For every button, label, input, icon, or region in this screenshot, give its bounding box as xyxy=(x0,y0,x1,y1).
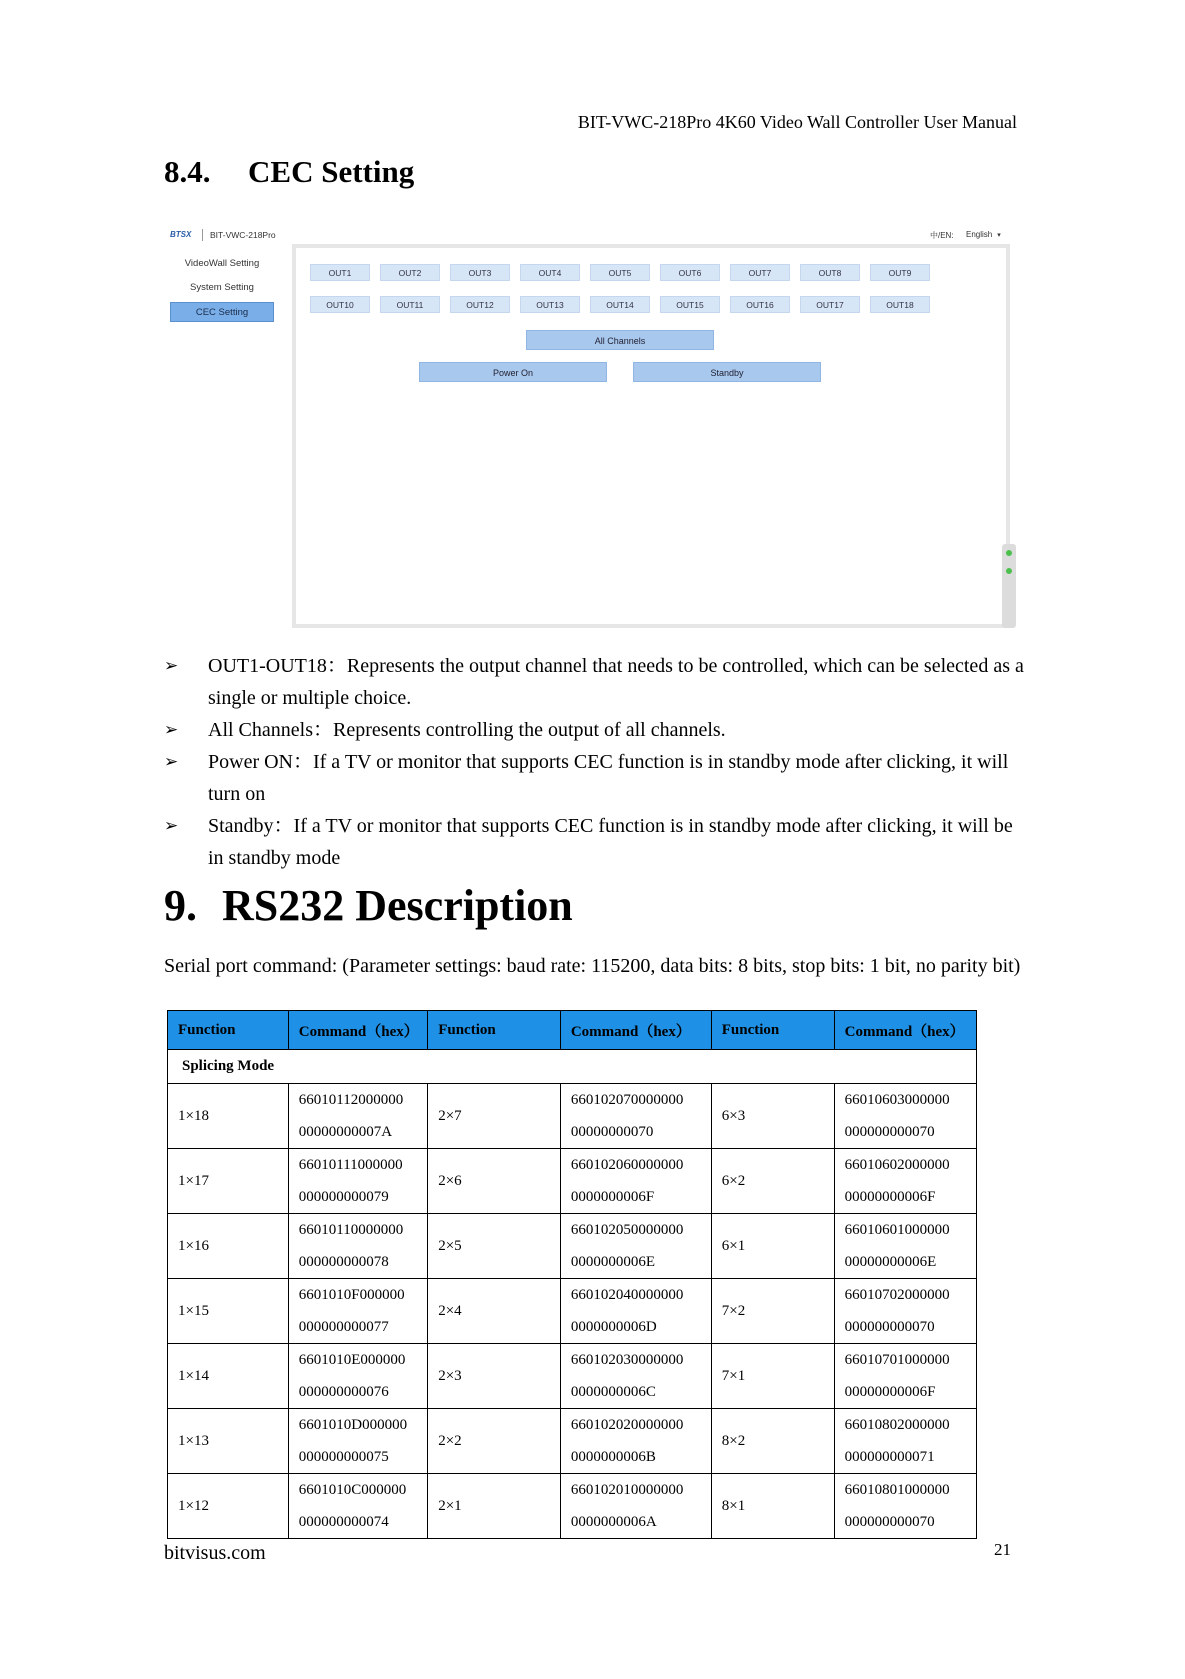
output-button[interactable]: OUT6 xyxy=(660,264,720,281)
column-header: Function xyxy=(168,1011,289,1050)
footer-website: bitvisus.com xyxy=(164,1542,266,1564)
cec-panel xyxy=(292,244,1010,628)
command-cell xyxy=(834,1344,976,1409)
command-line: 66010602000000 xyxy=(844,1157,950,1173)
command-line: 000000000074 xyxy=(298,1514,389,1530)
app-title: BIT-VWC-218Pro xyxy=(210,230,276,240)
column-header: Function xyxy=(711,1011,834,1050)
output-button[interactable]: OUT9 xyxy=(870,264,930,281)
output-button[interactable]: OUT1 xyxy=(310,264,370,281)
section-label: Splicing Mode xyxy=(168,1050,977,1084)
function-cell: 1×16 xyxy=(168,1214,289,1279)
command-line: 6601010D000000 xyxy=(298,1417,408,1433)
table-row xyxy=(168,1149,977,1214)
command-cell xyxy=(288,1344,427,1409)
function-cell: 1×13 xyxy=(168,1409,289,1474)
command-cell xyxy=(834,1279,976,1344)
function-cell: 1×12 xyxy=(168,1474,289,1539)
table-row xyxy=(168,1474,977,1539)
power-on-button[interactable]: Power On xyxy=(419,362,607,382)
function-cell: 2×4 xyxy=(428,1279,561,1344)
command-line: 660102070000000 xyxy=(570,1092,684,1108)
bullet-item xyxy=(164,746,1024,810)
cec-setting-screenshot xyxy=(166,226,1018,630)
serial-params-paragraph: Serial port command: (Parameter settings: baud rate: 115200, data bits: 8 bits, stop bits: 1 bit, no parity bit) xyxy=(164,955,1021,977)
command-line: 0000000006F xyxy=(570,1189,655,1205)
function-cell: 1×15 xyxy=(168,1279,289,1344)
command-cell xyxy=(288,1149,427,1214)
column-header: Command（hex） xyxy=(834,1011,976,1050)
command-cell xyxy=(288,1474,427,1539)
command-line: 000000000079 xyxy=(298,1189,389,1205)
command-line: 000000000078 xyxy=(298,1254,389,1270)
chapter-heading xyxy=(164,880,573,931)
command-line: 0000000006D xyxy=(570,1319,657,1335)
status-dot-icon xyxy=(1006,550,1012,556)
command-line: 660102030000000 xyxy=(570,1352,684,1368)
command-line: 660102010000000 xyxy=(570,1482,684,1498)
function-cell: 2×2 xyxy=(428,1409,561,1474)
command-line: 6601010F000000 xyxy=(298,1287,405,1303)
output-button[interactable]: OUT14 xyxy=(590,296,650,313)
command-line: 66010112000000 xyxy=(298,1092,404,1108)
standby-button[interactable]: Standby xyxy=(633,362,821,382)
sidebar-item-cec-setting[interactable]: CEC Setting xyxy=(170,302,274,322)
status-dot-icon xyxy=(1006,568,1012,574)
function-cell: 8×2 xyxy=(711,1409,834,1474)
command-line: 66010601000000 xyxy=(844,1222,950,1238)
sidebar-item-system-setting[interactable]: System Setting xyxy=(190,282,254,293)
command-cell xyxy=(834,1214,976,1279)
section-title-text: CEC Setting xyxy=(248,154,415,189)
brand-divider xyxy=(202,229,203,241)
command-cell xyxy=(834,1084,976,1149)
bullet-text: Standby：If a TV or monitor that supports CEC function is in standby mode after clicking, it will be in standby mode xyxy=(208,815,1013,869)
function-cell: 2×1 xyxy=(428,1474,561,1539)
command-line: 660102040000000 xyxy=(570,1287,684,1303)
command-line: 0000000006C xyxy=(570,1384,656,1400)
command-line: 000000000070 xyxy=(844,1124,935,1140)
command-line: 66010802000000 xyxy=(844,1417,950,1433)
output-button[interactable]: OUT11 xyxy=(380,296,440,313)
command-line: 0000000006B xyxy=(570,1449,656,1465)
bullet-text: All Channels：Represents controlling the output of all channels. xyxy=(208,719,726,741)
chapter-title-text: RS232 Description xyxy=(222,881,573,930)
chapter-number: 9. xyxy=(164,881,197,930)
command-line: 660102050000000 xyxy=(570,1222,684,1238)
function-cell: 1×14 xyxy=(168,1344,289,1409)
arrow-bullet-icon: ➢ xyxy=(164,752,179,771)
page-number: 21 xyxy=(994,1540,1011,1559)
output-button[interactable]: OUT5 xyxy=(590,264,650,281)
chevron-down-icon: ▾ xyxy=(997,232,1001,239)
column-header: Command（hex） xyxy=(560,1011,711,1050)
language-value: English xyxy=(966,230,993,239)
command-line: 000000000070 xyxy=(844,1514,935,1530)
command-cell xyxy=(560,1279,711,1344)
command-line: 000000000076 xyxy=(298,1384,389,1400)
command-line: 66010110000000 xyxy=(298,1222,404,1238)
language-label: 中/EN: xyxy=(930,231,954,240)
language-select[interactable] xyxy=(966,230,1001,239)
table-row xyxy=(168,1279,977,1344)
all-channels-button[interactable]: All Channels xyxy=(526,330,714,350)
command-cell xyxy=(560,1409,711,1474)
column-header: Function xyxy=(428,1011,561,1050)
bullet-text: Power ON：If a TV or monitor that supports CEC function is in standby mode after clicking, it will turn on xyxy=(208,751,1009,805)
command-cell xyxy=(288,1084,427,1149)
table-header-row xyxy=(168,1011,977,1050)
section-number: 8.4. xyxy=(164,154,211,189)
command-line: 66010702000000 xyxy=(844,1287,950,1303)
table-row xyxy=(168,1409,977,1474)
output-button[interactable]: OUT10 xyxy=(310,296,370,313)
bullet-list xyxy=(164,650,1024,874)
output-button[interactable]: OUT16 xyxy=(730,296,790,313)
command-line: 66010701000000 xyxy=(844,1352,950,1368)
function-cell: 1×17 xyxy=(168,1149,289,1214)
command-cell xyxy=(834,1149,976,1214)
arrow-bullet-icon: ➢ xyxy=(164,656,179,675)
command-line: 660102020000000 xyxy=(570,1417,684,1433)
running-header: BIT-VWC-218Pro 4K60 Video Wall Controller User Manual xyxy=(577,112,1017,132)
command-line: 00000000006F xyxy=(844,1189,936,1205)
function-cell: 2×5 xyxy=(428,1214,561,1279)
command-cell xyxy=(560,1084,711,1149)
column-header: Command（hex） xyxy=(288,1011,427,1050)
function-cell: 2×3 xyxy=(428,1344,561,1409)
command-cell xyxy=(834,1409,976,1474)
output-button[interactable]: OUT8 xyxy=(800,264,860,281)
brand-logo: BTSX xyxy=(170,230,192,239)
table-section-row xyxy=(168,1050,977,1084)
table-row xyxy=(168,1344,977,1409)
app-top-bar xyxy=(166,226,1018,246)
table-row xyxy=(168,1084,977,1149)
command-line: 000000000075 xyxy=(298,1449,389,1465)
bullet-item xyxy=(164,650,1024,714)
sidebar-item-videowall-setting[interactable]: VideoWall Setting xyxy=(184,258,260,269)
output-button[interactable]: OUT7 xyxy=(730,264,790,281)
command-line: 0000000006A xyxy=(570,1514,657,1530)
output-button[interactable]: OUT4 xyxy=(520,264,580,281)
function-cell: 7×2 xyxy=(711,1279,834,1344)
function-cell: 6×1 xyxy=(711,1214,834,1279)
command-cell xyxy=(560,1344,711,1409)
output-button[interactable]: OUT2 xyxy=(380,264,440,281)
function-cell: 6×2 xyxy=(711,1149,834,1214)
command-table xyxy=(167,1010,977,1539)
command-cell xyxy=(834,1474,976,1539)
command-cell xyxy=(288,1279,427,1344)
command-line: 6601010E000000 xyxy=(298,1352,406,1368)
command-line: 6601010C000000 xyxy=(298,1482,407,1498)
section-heading xyxy=(164,154,414,190)
bullet-item xyxy=(164,810,1024,874)
command-line: 66010603000000 xyxy=(844,1092,950,1108)
table-row xyxy=(168,1214,977,1279)
arrow-bullet-icon: ➢ xyxy=(164,816,179,835)
function-cell: 1×18 xyxy=(168,1084,289,1149)
command-line: 66010111000000 xyxy=(298,1157,403,1173)
output-button[interactable]: OUT15 xyxy=(660,296,720,313)
output-button[interactable]: OUT17 xyxy=(800,296,860,313)
command-cell xyxy=(560,1474,711,1539)
function-cell: 8×1 xyxy=(711,1474,834,1539)
output-button[interactable]: OUT3 xyxy=(450,264,510,281)
command-cell xyxy=(560,1214,711,1279)
arrow-bullet-icon: ➢ xyxy=(164,720,179,739)
command-line: 00000000006F xyxy=(844,1384,936,1400)
command-line: 660102060000000 xyxy=(570,1157,684,1173)
output-button[interactable]: OUT13 xyxy=(520,296,580,313)
function-cell: 2×7 xyxy=(428,1084,561,1149)
command-line: 000000000071 xyxy=(844,1449,935,1465)
command-line: 000000000077 xyxy=(298,1319,389,1335)
bullet-text: OUT1-OUT18：Represents the output channel that needs to be controlled, which can be selected as a single or multiple choice. xyxy=(208,655,1024,709)
command-cell xyxy=(288,1409,427,1474)
bullet-item xyxy=(164,714,1024,746)
output-button[interactable]: OUT18 xyxy=(870,296,930,313)
command-line: 00000000070 xyxy=(570,1124,654,1140)
command-cell xyxy=(288,1214,427,1279)
side-toolbar[interactable] xyxy=(1002,544,1016,628)
command-line: 66010801000000 xyxy=(844,1482,950,1498)
function-cell: 7×1 xyxy=(711,1344,834,1409)
output-button[interactable]: OUT12 xyxy=(450,296,510,313)
command-line: 0000000006E xyxy=(570,1254,655,1270)
command-line: 00000000006E xyxy=(844,1254,937,1270)
app-sidebar xyxy=(166,254,278,326)
command-line: 00000000007A xyxy=(298,1124,393,1140)
command-cell xyxy=(560,1149,711,1214)
function-cell: 6×3 xyxy=(711,1084,834,1149)
function-cell: 2×6 xyxy=(428,1149,561,1214)
command-line: 000000000070 xyxy=(844,1319,935,1335)
